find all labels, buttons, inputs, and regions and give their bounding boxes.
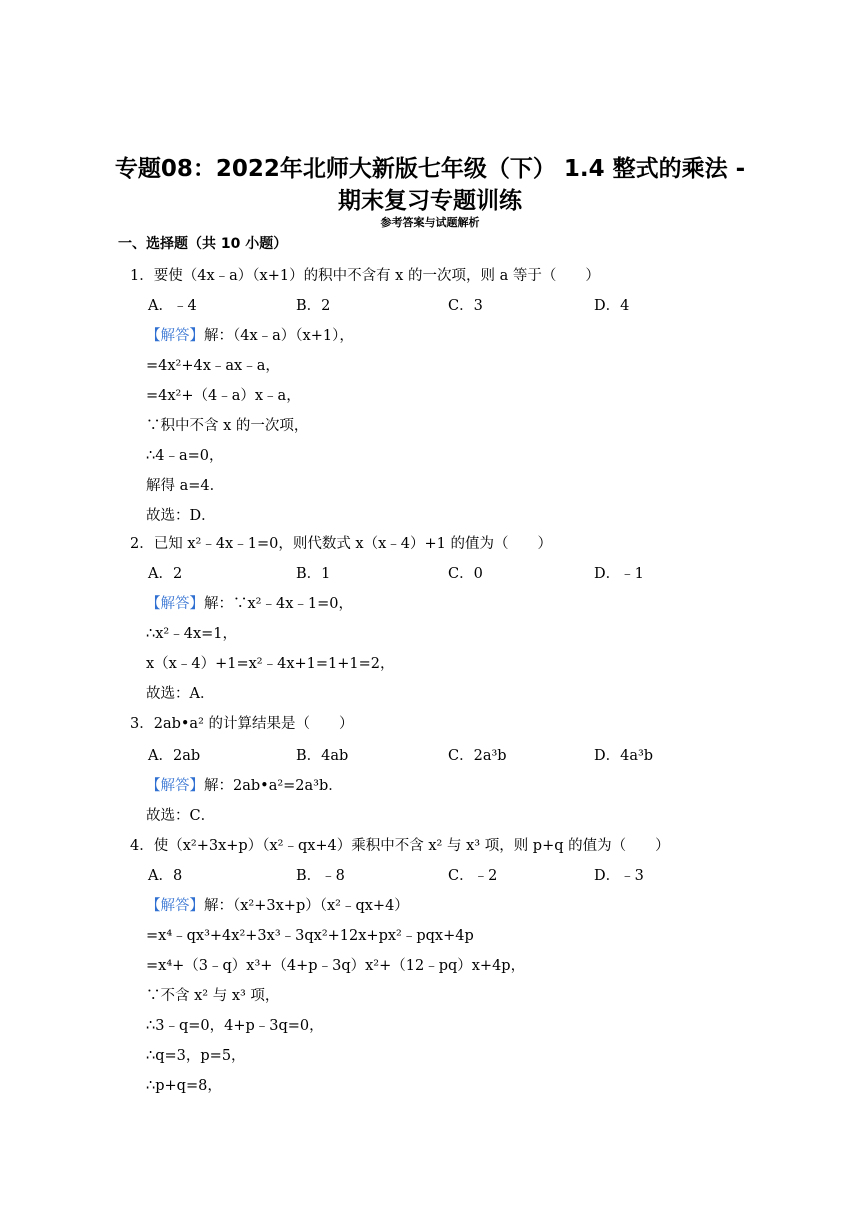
q4-solution-line-6: ∴q=3，p=5，	[146, 1048, 246, 1064]
jieda-label: 【解答】	[146, 898, 204, 914]
q1-option-c: C．3	[448, 298, 483, 314]
q3-solution-line-2: 故选：C．	[146, 808, 216, 824]
q2-option-a: A．2	[148, 566, 183, 582]
q4-solution-line-4: ∵不含 x² 与 x³ 项，	[146, 988, 280, 1004]
q2-solution-line-3: x（x﹣4）+1=x²﹣4x+1=1+1=2，	[146, 656, 395, 672]
q3-option-b: B．4ab	[296, 748, 349, 764]
q1-option-a: A．﹣4	[148, 298, 197, 314]
q2-solution-line-4: 故选：A．	[146, 686, 215, 702]
doc-title-line1: 专题08：2022年北师大新版七年级（下） 1.4 整式的乘法 -	[114, 156, 746, 182]
doc-subtitle: 参考答案与试题解析	[380, 216, 480, 229]
doc-title-line2: 期末复习专题训练	[338, 188, 522, 214]
section-heading: 一、选择题（共 10 小题）	[118, 236, 288, 252]
q2-option-b: B．1	[296, 566, 331, 582]
q4-option-c: C．﹣2	[448, 868, 498, 884]
q1-solution-line-7: 故选：D．	[146, 508, 216, 524]
jieda-label: 【解答】	[146, 328, 204, 344]
q1-solution-line-1: 【解答】解：（4x﹣a）（x+1），	[146, 328, 354, 344]
question-3-stem: 3．2ab•a² 的计算结果是（ ）	[130, 716, 354, 732]
q1-solution-line-5: ∴4﹣a=0，	[146, 448, 224, 464]
q2-option-d: D．﹣1	[594, 566, 644, 582]
q4-solution-line-3: =x⁴+（3﹣q）x³+（4+p﹣3q）x²+（12﹣pq）x+4p，	[146, 958, 526, 974]
q4-solution-line-2: =x⁴﹣qx³+4x²+3x³﹣3qx²+12x+px²﹣pqx+4p	[146, 928, 474, 944]
question-2-stem: 2．已知 x²﹣4x﹣1=0，则代数式 x（x﹣4）+1 的值为（ ）	[130, 536, 552, 552]
q4-solution-line-7: ∴p+q=8，	[146, 1078, 222, 1094]
q1-option-d: D．4	[594, 298, 630, 314]
jieda-label: 【解答】	[146, 778, 204, 794]
q3-solution-line-1: 【解答】解：2ab•a²=2a³b．	[146, 778, 343, 794]
q4-solution-line-1: 【解答】解：（x²+3x+p）（x²﹣qx+4）	[146, 898, 409, 914]
q1-solution-line-2: =4x²+4x﹣ax﹣a，	[146, 358, 280, 374]
q4-solution-line-5: ∴3﹣q=0，4+p﹣3q=0，	[146, 1018, 324, 1034]
jieda-label: 【解答】	[146, 596, 204, 612]
q4-option-b: B．﹣8	[296, 868, 345, 884]
question-1-stem: 1．要使（4x﹣a）（x+1）的积中不含有 x 的一次项，则 a 等于（ ）	[130, 268, 600, 284]
q1-solution-line-6: 解得 a=4．	[146, 478, 225, 494]
q1-solution-line-3: =4x²+（4﹣a）x﹣a，	[146, 388, 301, 404]
q1-solution-line-4: ∵积中不含 x 的一次项，	[146, 418, 309, 434]
q2-option-c: C．0	[448, 566, 483, 582]
q2-solution-line-1: 【解答】解：∵x²﹣4x﹣1=0，	[146, 596, 353, 612]
q4-option-d: D．﹣3	[594, 868, 644, 884]
q4-option-a: A．8	[148, 868, 183, 884]
q2-solution-line-2: ∴x²﹣4x=1，	[146, 626, 237, 642]
q1-option-b: B．2	[296, 298, 331, 314]
q3-option-a: A．2ab	[148, 748, 201, 764]
question-4-stem: 4．使（x²+3x+p）（x²﹣qx+4）乘积中不含 x² 与 x³ 项，则 p+q 的值为（ ）	[130, 838, 670, 854]
q3-option-c: C．2a³b	[448, 748, 507, 764]
q3-option-d: D．4a³b	[594, 748, 654, 764]
